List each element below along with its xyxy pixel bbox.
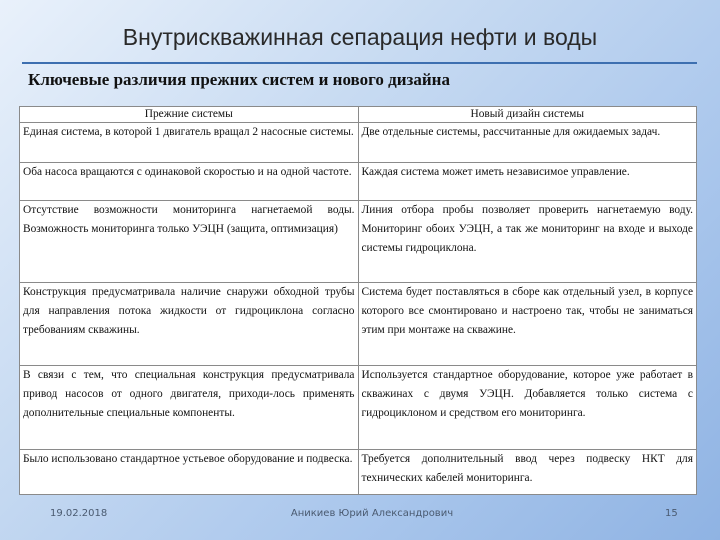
header-new-design: Новый дизайн системы: [358, 107, 697, 123]
table-row: [20, 450, 697, 495]
cell-new: Каждая система может иметь независимое управление.: [358, 163, 697, 201]
cell-old: Отсутствие возможности мониторинга нагнетаемой воды. Возможность мониторинга только УЭЦН (защита, оптимизация): [20, 201, 359, 283]
table-row: [20, 283, 697, 366]
table-row: [20, 123, 697, 163]
table-row: [20, 366, 697, 450]
footer-author: Аникиев Юрий Александрович: [290, 508, 454, 519]
comparison-table: [19, 106, 697, 495]
cell-new: Две отдельные системы, рассчитанные для ожидаемых задач.: [358, 123, 697, 163]
cell-old: Было использовано стандартное устьевое оборудование и подвеска.: [20, 450, 359, 495]
footer-date: 19.02.2018: [50, 508, 108, 519]
cell-old: Конструкция предусматривала наличие снаружи обходной трубы для направления потока жидкости от гидроциклона согласно требованиям скважины.: [20, 283, 359, 366]
cell-old: Единая система, в которой 1 двигатель вращал 2 насосные системы.: [20, 123, 359, 163]
slide-title: Внутрискважинная сепарация нефти и воды: [122, 24, 598, 50]
header-old-systems: Прежние системы: [20, 107, 359, 123]
table-header-row: [20, 107, 697, 123]
footer-page-number: 15: [665, 508, 678, 519]
slide-subtitle: Ключевые различия прежних систем и нового дизайна: [28, 70, 450, 89]
title-divider: [22, 62, 697, 64]
table-row: [20, 201, 697, 283]
cell-new: Используется стандартное оборудование, которое уже работает в скважинах с двумя УЭЦН. Добавляется только система с гидроциклоном и средством его мониторинга.: [358, 366, 697, 450]
cell-old: В связи с тем, что специальная конструкция предусматривала привод насосов от одного двигателя, приходи-лось применять дополнительные специальные компоненты.: [20, 366, 359, 450]
cell-new: Система будет поставляться в сборе как отдельный узел, в корпусе которого все смонтировано и настроено так, чтобы не заниматься этим при монтаже на скважине.: [358, 283, 697, 366]
cell-new: Требуется дополнительный ввод через подвеску НКТ для технических кабелей мониторинга.: [358, 450, 697, 495]
cell-old: Оба насоса вращаются с одинаковой скоростью и на одной частоте.: [20, 163, 359, 201]
table-row: [20, 163, 697, 201]
cell-new: Линия отбора пробы позволяет проверить нагнетаемую воду. Мониторинг обоих УЭЦН, а так же мониторинг на входе и выходе системы гидроциклона.: [358, 201, 697, 283]
